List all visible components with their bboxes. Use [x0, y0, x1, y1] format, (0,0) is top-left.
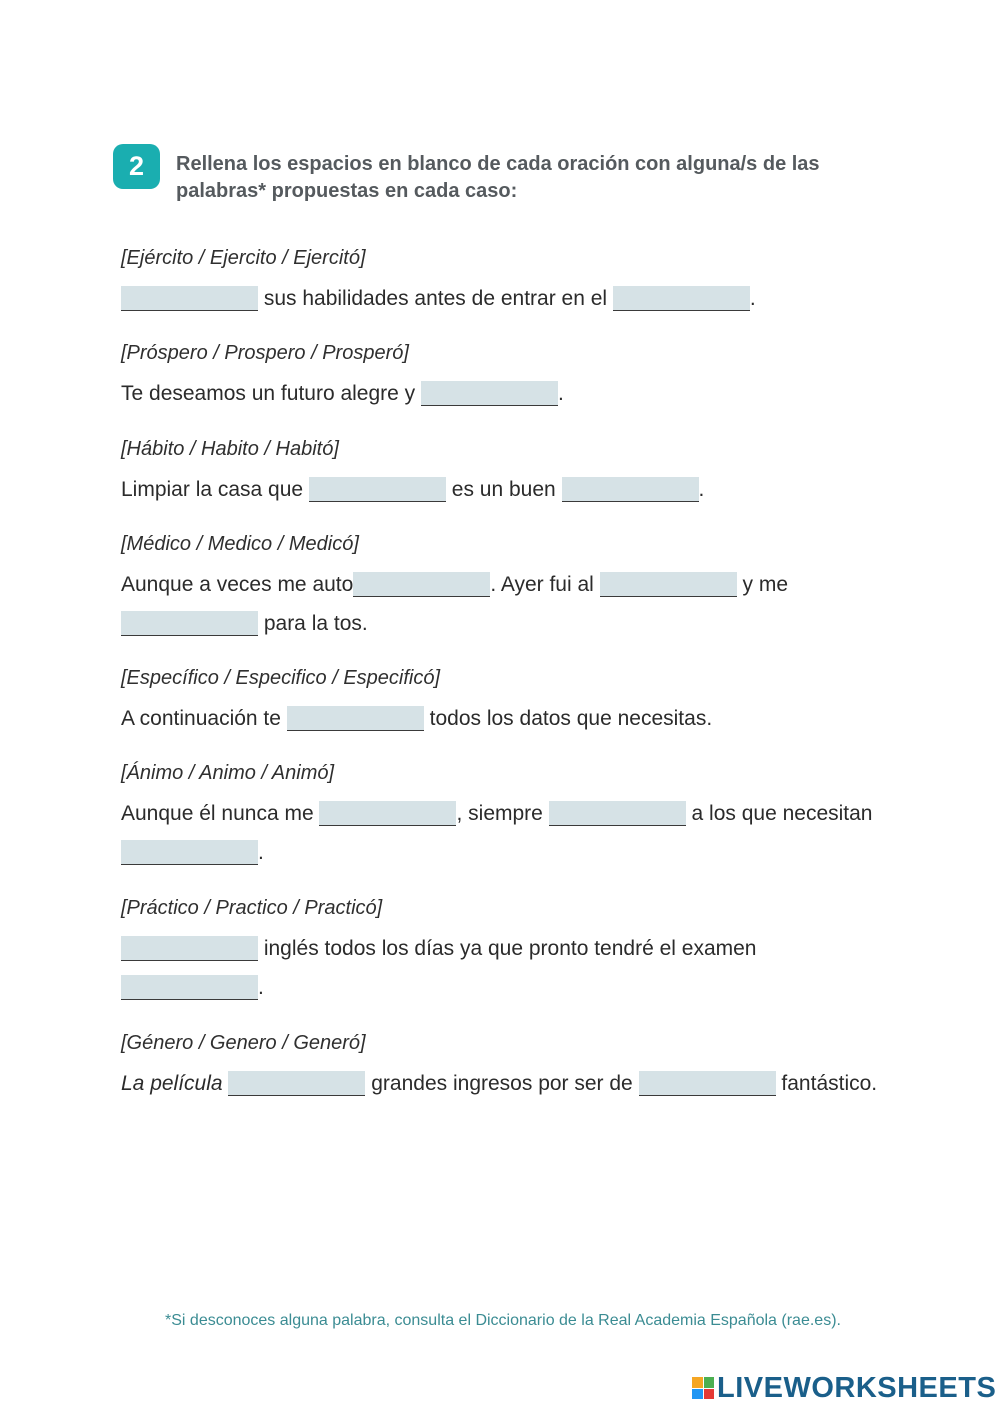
blank-input[interactable]: [639, 1071, 776, 1096]
blank-input[interactable]: [228, 1071, 365, 1096]
sentence-4: Aunque a veces me auto . Ayer fui al y me: [121, 573, 789, 596]
sentence-7-continued: .: [121, 975, 264, 1001]
logo-text: LIVEWORKSHEETS: [717, 1371, 997, 1404]
blank-input[interactable]: [121, 975, 258, 1000]
sentence-2: Te deseamos un futuro alegre y .: [121, 382, 564, 405]
sentence-7: inglés todos los días ya que pronto tendré el examen: [121, 936, 756, 962]
liveworksheets-logo: [692, 1372, 996, 1404]
word-options-2: [Próspero / Prospero / Prosperó]: [121, 342, 409, 364]
blank-input[interactable]: [600, 572, 737, 597]
word-options-4: [Médico / Medico / Medicó]: [121, 533, 359, 555]
sentence-3: Limpiar la casa que es un buen .: [121, 478, 705, 501]
word-options-1: [Ejército / Ejercito / Ejercitó]: [121, 247, 366, 269]
blank-input[interactable]: [287, 706, 424, 731]
blank-input[interactable]: [562, 477, 699, 502]
sentence-1: sus habilidades antes de entrar en el .: [121, 286, 756, 312]
sentence-4-continued: para la tos.: [121, 611, 368, 637]
word-options-5: [Específico / Especifico / Especificó]: [121, 667, 441, 689]
exercise-number-badge: 2: [113, 144, 160, 189]
liveworksheets-logo-icon: [692, 1377, 714, 1399]
blank-input[interactable]: [319, 801, 456, 826]
word-options-3: [Hábito / Habito / Habitó]: [121, 438, 339, 460]
blank-input[interactable]: [613, 286, 750, 311]
blank-input[interactable]: [549, 801, 686, 826]
word-options-6: [Ánimo / Animo / Animó]: [121, 762, 335, 784]
sentence-8: La película grandes ingresos por ser de fantástico.: [121, 1072, 878, 1095]
blank-input[interactable]: [309, 477, 446, 502]
word-options-8: [Género / Genero / Generó]: [121, 1032, 366, 1054]
exercise-instruction: Rellena los espacios en blanco de cada oración con alguna/s de las palabras* propuestas en cada caso:: [176, 153, 820, 202]
blank-input[interactable]: [121, 936, 258, 961]
blank-input[interactable]: [353, 572, 490, 597]
sentence-6: Aunque él nunca me , siempre a los que necesitan: [121, 802, 873, 825]
sentence-6-continued: .: [121, 840, 264, 866]
blank-input[interactable]: [121, 286, 258, 311]
word-options-7: [Práctico / Practico / Practicó]: [121, 897, 383, 919]
footnote: *Si desconoces alguna palabra, consulta el Diccionario de la Real Academia Española (rae.es).: [165, 1312, 841, 1329]
blank-input[interactable]: [121, 840, 258, 865]
blank-input[interactable]: [121, 611, 258, 636]
sentence-5: A continuación te todos los datos que necesitas.: [121, 707, 713, 730]
blank-input[interactable]: [421, 381, 558, 406]
